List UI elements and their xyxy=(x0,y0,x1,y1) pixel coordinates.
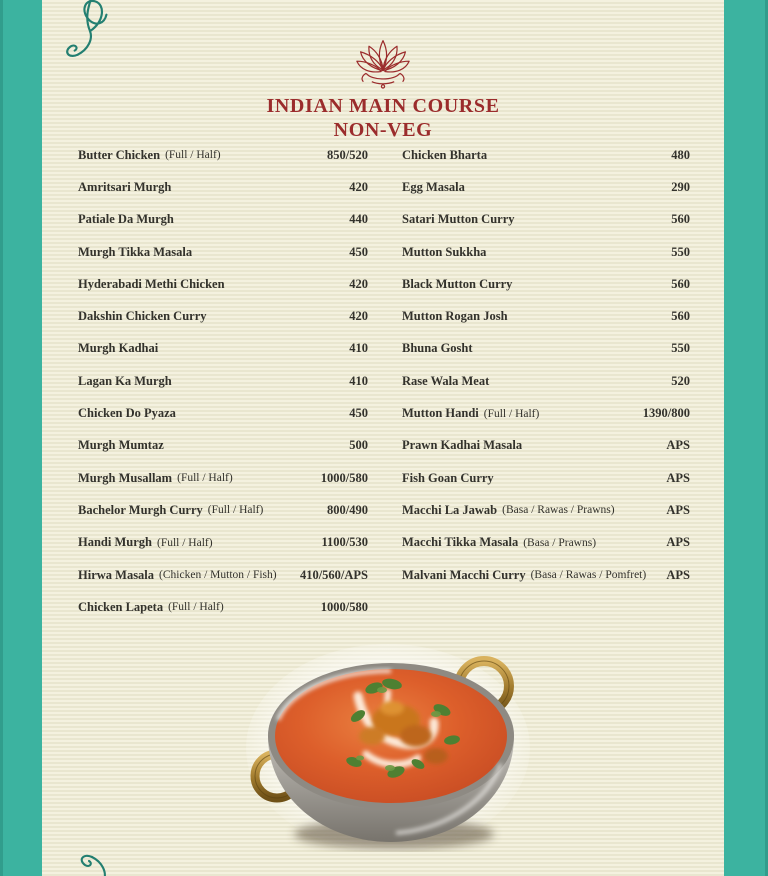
item-name: Murgh Mumtaz xyxy=(78,438,164,453)
item-name: Dakshin Chicken Curry xyxy=(78,309,207,324)
menu-item xyxy=(78,300,368,332)
menu-item xyxy=(78,397,368,429)
menu-item xyxy=(78,430,368,462)
item-name: Murgh Kadhai xyxy=(78,341,159,356)
menu-columns xyxy=(78,139,690,623)
item-name: Murgh Tikka Masala xyxy=(78,244,193,259)
item-price: 1100/530 xyxy=(321,535,368,550)
menu-item xyxy=(402,462,690,494)
item-price: APS xyxy=(666,470,690,485)
item-name: Hyderabadi Methi Chicken xyxy=(78,276,225,291)
menu-item xyxy=(78,171,368,203)
item-price: 410 xyxy=(349,373,368,388)
menu-item xyxy=(402,171,690,203)
item-price: APS xyxy=(666,502,690,517)
item-price: 420 xyxy=(349,276,368,291)
menu-item xyxy=(78,268,368,300)
item-note: (Full / Half) xyxy=(177,472,233,485)
menu-item xyxy=(78,204,368,236)
item-price: 500 xyxy=(349,438,368,453)
item-price: 850/520 xyxy=(327,147,368,162)
flourish-ornament-icon xyxy=(70,844,136,876)
page-title: INDIAN MAIN COURSE xyxy=(266,95,500,117)
item-name: Chicken Bharta xyxy=(402,147,488,162)
menu-item xyxy=(402,430,690,462)
item-note: (Chicken / Mutton / Fish) xyxy=(159,569,277,581)
item-price: 420 xyxy=(349,309,368,324)
menu-item xyxy=(402,204,690,236)
item-price: 440 xyxy=(349,212,368,227)
menu-item xyxy=(402,494,690,526)
page-subtitle: NON-VEG xyxy=(333,119,433,141)
item-note: (Full / Half) xyxy=(207,504,264,517)
menu-item xyxy=(78,333,368,365)
menu-item xyxy=(402,559,690,591)
menu-item xyxy=(402,236,690,268)
item-price: 520 xyxy=(671,373,690,388)
item-name: Butter Chicken xyxy=(78,147,161,162)
right-border-bar xyxy=(724,0,768,876)
menu-item xyxy=(402,365,690,397)
item-note: (Full / Half) xyxy=(168,601,224,614)
item-name: Bachelor Murgh Curry xyxy=(78,502,203,517)
item-name: Hirwa Masala xyxy=(78,567,155,582)
item-price: 410 xyxy=(349,341,368,356)
item-name: Mutton Handi xyxy=(402,406,479,421)
menu-item xyxy=(78,365,368,397)
item-name: Amritsari Murgh xyxy=(78,179,172,194)
item-name: Macchi Tikka Masala xyxy=(402,535,519,550)
item-price: 550 xyxy=(671,341,690,356)
menu-item xyxy=(78,462,368,494)
item-name: Patiale Da Murgh xyxy=(78,212,174,227)
lotus-icon xyxy=(355,38,411,90)
item-price: APS xyxy=(666,567,690,582)
item-price: 560 xyxy=(671,212,690,227)
item-price: 1390/800 xyxy=(642,406,690,421)
item-price: APS xyxy=(666,535,690,550)
menu-item xyxy=(78,139,368,171)
menu-item xyxy=(402,268,690,300)
item-name: Handi Murgh xyxy=(78,535,152,550)
menu-item xyxy=(402,397,690,429)
item-note: (Basa / Prawns) xyxy=(523,536,597,549)
item-price: 560 xyxy=(671,309,690,324)
item-price: 550 xyxy=(671,244,690,259)
item-name: Prawn Kadhai Masala xyxy=(402,438,523,453)
item-name: Rase Wala Meat xyxy=(402,373,490,388)
item-price: 1000/580 xyxy=(320,599,368,614)
item-name: Lagan Ka Murgh xyxy=(78,373,172,388)
item-note: (Full / Half) xyxy=(483,407,540,420)
item-name: Chicken Lapeta xyxy=(78,599,164,614)
menu-item xyxy=(78,591,368,623)
item-price: 290 xyxy=(671,179,690,194)
item-name: Egg Masala xyxy=(402,179,465,194)
menu-item xyxy=(402,139,690,171)
left-border-bar xyxy=(0,0,42,876)
butter-chicken-kadai-photo xyxy=(246,644,530,860)
item-name: Mutton Sukkha xyxy=(402,244,487,259)
item-note: (Full / Half) xyxy=(165,149,221,162)
menu-item xyxy=(402,300,690,332)
item-price: 450 xyxy=(349,406,368,421)
item-name: Malvani Macchi Curry xyxy=(402,567,526,582)
item-note: (Basa / Rawas / Prawns) xyxy=(502,504,615,517)
menu-item xyxy=(402,527,690,559)
item-name: Macchi La Jawab xyxy=(402,502,498,517)
item-price: 800/490 xyxy=(327,502,368,517)
item-price: 560 xyxy=(671,276,690,291)
item-price: 480 xyxy=(671,147,690,162)
item-name: Bhuna Gosht xyxy=(402,341,473,356)
item-name: Chicken Do Pyaza xyxy=(78,406,176,421)
item-price: 450 xyxy=(349,244,368,259)
menu-item xyxy=(78,527,368,559)
item-note: (Basa / Rawas / Pomfret) xyxy=(530,569,647,581)
item-price: 420 xyxy=(349,179,368,194)
menu-header xyxy=(42,38,724,142)
item-price: APS xyxy=(666,438,690,453)
item-name: Satari Mutton Curry xyxy=(402,212,515,227)
item-name: Fish Goan Curry xyxy=(402,470,494,485)
menu-column-left xyxy=(78,139,368,623)
menu-item xyxy=(78,236,368,268)
menu-column-right xyxy=(402,139,690,623)
item-name: Mutton Rogan Josh xyxy=(402,309,508,324)
item-note: (Full / Half) xyxy=(156,536,213,549)
menu-item xyxy=(402,333,690,365)
item-name: Murgh Musallam xyxy=(78,470,173,485)
menu-item xyxy=(78,559,368,591)
menu-item xyxy=(78,494,368,526)
item-price: 1000/580 xyxy=(320,470,368,485)
item-price: 410/560/APS xyxy=(299,567,368,582)
item-name: Black Mutton Curry xyxy=(402,276,513,291)
